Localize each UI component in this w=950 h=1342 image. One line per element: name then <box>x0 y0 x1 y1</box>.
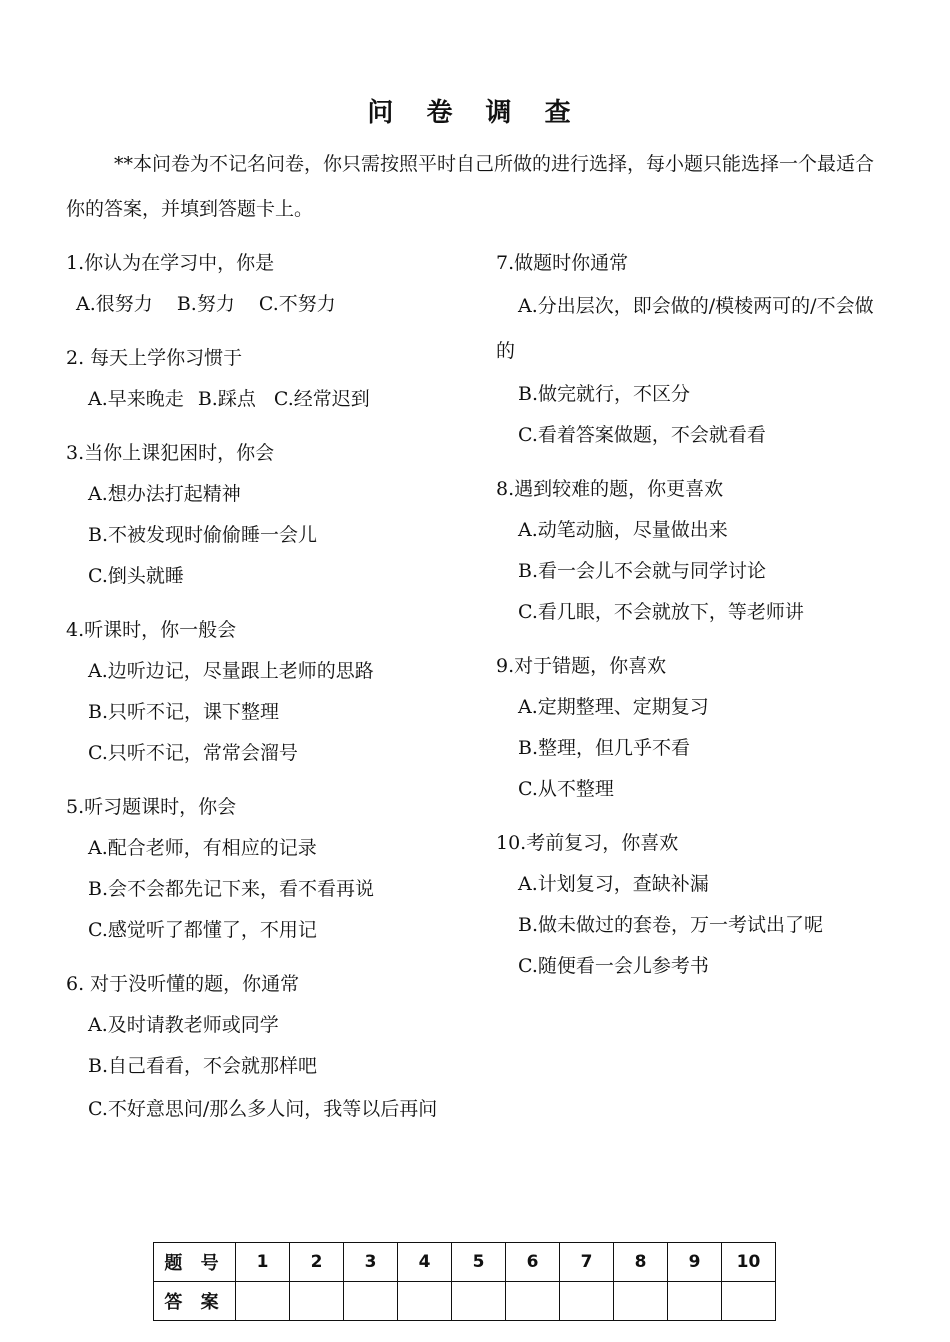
intro-paragraph: **本问卷为不记名问卷，你只需按照平时自己所做的进行选择，每小题只能选择一个最适合你的答案，并填到答题卡上。 <box>66 153 875 220</box>
question-stem: 6. 对于没听懂的题，你通常 <box>66 973 300 995</box>
option-b: B.踩点 <box>197 388 256 410</box>
question-3 <box>66 433 461 597</box>
answer-cell[interactable] <box>344 1282 398 1321</box>
question-8 <box>496 469 888 633</box>
question-2 <box>66 338 461 420</box>
answer-cell[interactable] <box>668 1282 722 1321</box>
option-c: C.看着答案做题，不会就看看 <box>518 424 766 446</box>
option-b: B.做未做过的套卷，万一考试出了呢 <box>518 914 824 936</box>
option-c: C.感觉听了都懂了，不用记 <box>88 919 317 941</box>
question-number-cell: 2 <box>290 1243 344 1282</box>
question-4 <box>66 610 461 774</box>
option-b: B.做完就行，不区分 <box>518 383 691 405</box>
question-number-cell: 3 <box>344 1243 398 1282</box>
option-a: A.及时请教老师或同学 <box>88 1014 279 1036</box>
left-question-column <box>66 243 461 1145</box>
question-9 <box>496 646 888 810</box>
question-stem: 7.做题时你通常 <box>496 252 629 274</box>
question-5 <box>66 787 461 951</box>
question-stem: 5.听习题课时，你会 <box>66 796 237 818</box>
answer-header: 答 案 <box>154 1282 236 1321</box>
answer-card-table <box>153 1242 776 1321</box>
answer-cell[interactable] <box>236 1282 290 1321</box>
option-b: B.整理，但几乎不看 <box>518 737 691 759</box>
option-b: B.不被发现时偷偷睡一会儿 <box>88 524 318 546</box>
answer-cell[interactable] <box>398 1282 452 1321</box>
answer-cell[interactable] <box>560 1282 614 1321</box>
option-a: A.配合老师，有相应的记录 <box>88 837 317 859</box>
option-a: A.定期整理、定期复习 <box>518 696 709 718</box>
page-title: 问 卷 调 查 <box>367 98 583 128</box>
option-c: C.经常迟到 <box>273 388 370 410</box>
question-stem: 4.听课时，你一般会 <box>66 619 237 641</box>
question-6 <box>66 964 461 1132</box>
option-a: A.想办法打起精神 <box>88 483 241 505</box>
option-a: A.早来晚走 <box>88 388 184 410</box>
option-b: B.会不会都先记下来，看不看再说 <box>88 878 375 900</box>
option-a: A.边听边记，尽量跟上老师的思路 <box>88 660 374 682</box>
question-number-cell: 1 <box>236 1243 290 1282</box>
option-a: A.计划复习，查缺补漏 <box>518 873 709 895</box>
option-b: B.努力 <box>176 293 235 315</box>
answer-cell[interactable] <box>506 1282 560 1321</box>
option-c: C.倒头就睡 <box>88 565 184 587</box>
question-stem: 9.对于错题，你喜欢 <box>496 655 667 677</box>
question-stem: 3.当你上课犯困时，你会 <box>66 442 275 464</box>
question-number-cell: 5 <box>452 1243 506 1282</box>
answer-cell[interactable] <box>452 1282 506 1321</box>
question-options <box>66 379 461 420</box>
question-number-cell: 10 <box>722 1243 776 1282</box>
option-c: C.随便看一会儿参考书 <box>518 955 709 977</box>
question-10 <box>496 823 888 987</box>
question-number-cell: 7 <box>560 1243 614 1282</box>
right-question-column <box>496 243 888 1000</box>
question-stem: 8.遇到较难的题，你更喜欢 <box>496 478 724 500</box>
option-c: C.从不整理 <box>518 778 614 800</box>
option-a: A.分出层次，即会做的/模棱两可的/不会做的 <box>496 295 874 362</box>
question-options <box>66 284 461 325</box>
question-stem: 10.考前复习，你喜欢 <box>496 832 679 854</box>
option-c: C.只听不记，常常会溜号 <box>88 742 298 764</box>
question-number-cell: 6 <box>506 1243 560 1282</box>
option-a: A.动笔动脑，尽量做出来 <box>518 519 728 541</box>
option-b: B.自己看看，不会就那样吧 <box>88 1055 318 1077</box>
answer-cell[interactable] <box>614 1282 668 1321</box>
option-c: C.不好意思问/那么多人问，我等以后再问 <box>88 1098 438 1120</box>
question-number-header: 题 号 <box>154 1243 236 1282</box>
question-stem: 1.你认为在学习中，你是 <box>66 252 275 274</box>
answer-row <box>154 1282 776 1321</box>
question-number-cell: 4 <box>398 1243 452 1282</box>
question-stem: 2. 每天上学你习惯于 <box>66 347 243 369</box>
question-number-cell: 9 <box>668 1243 722 1282</box>
question-7 <box>496 243 888 456</box>
option-b: B.只听不记，课下整理 <box>88 701 280 723</box>
option-c: C.不努力 <box>258 293 336 315</box>
question-number-cell: 8 <box>614 1243 668 1282</box>
answer-cell[interactable] <box>290 1282 344 1321</box>
answer-cell[interactable] <box>722 1282 776 1321</box>
question-number-row <box>154 1243 776 1282</box>
option-b: B.看一会儿不会就与同学讨论 <box>518 560 767 582</box>
option-a: A.很努力 <box>76 293 153 315</box>
option-c: C.看几眼，不会就放下，等老师讲 <box>518 601 804 623</box>
question-1 <box>66 243 461 325</box>
